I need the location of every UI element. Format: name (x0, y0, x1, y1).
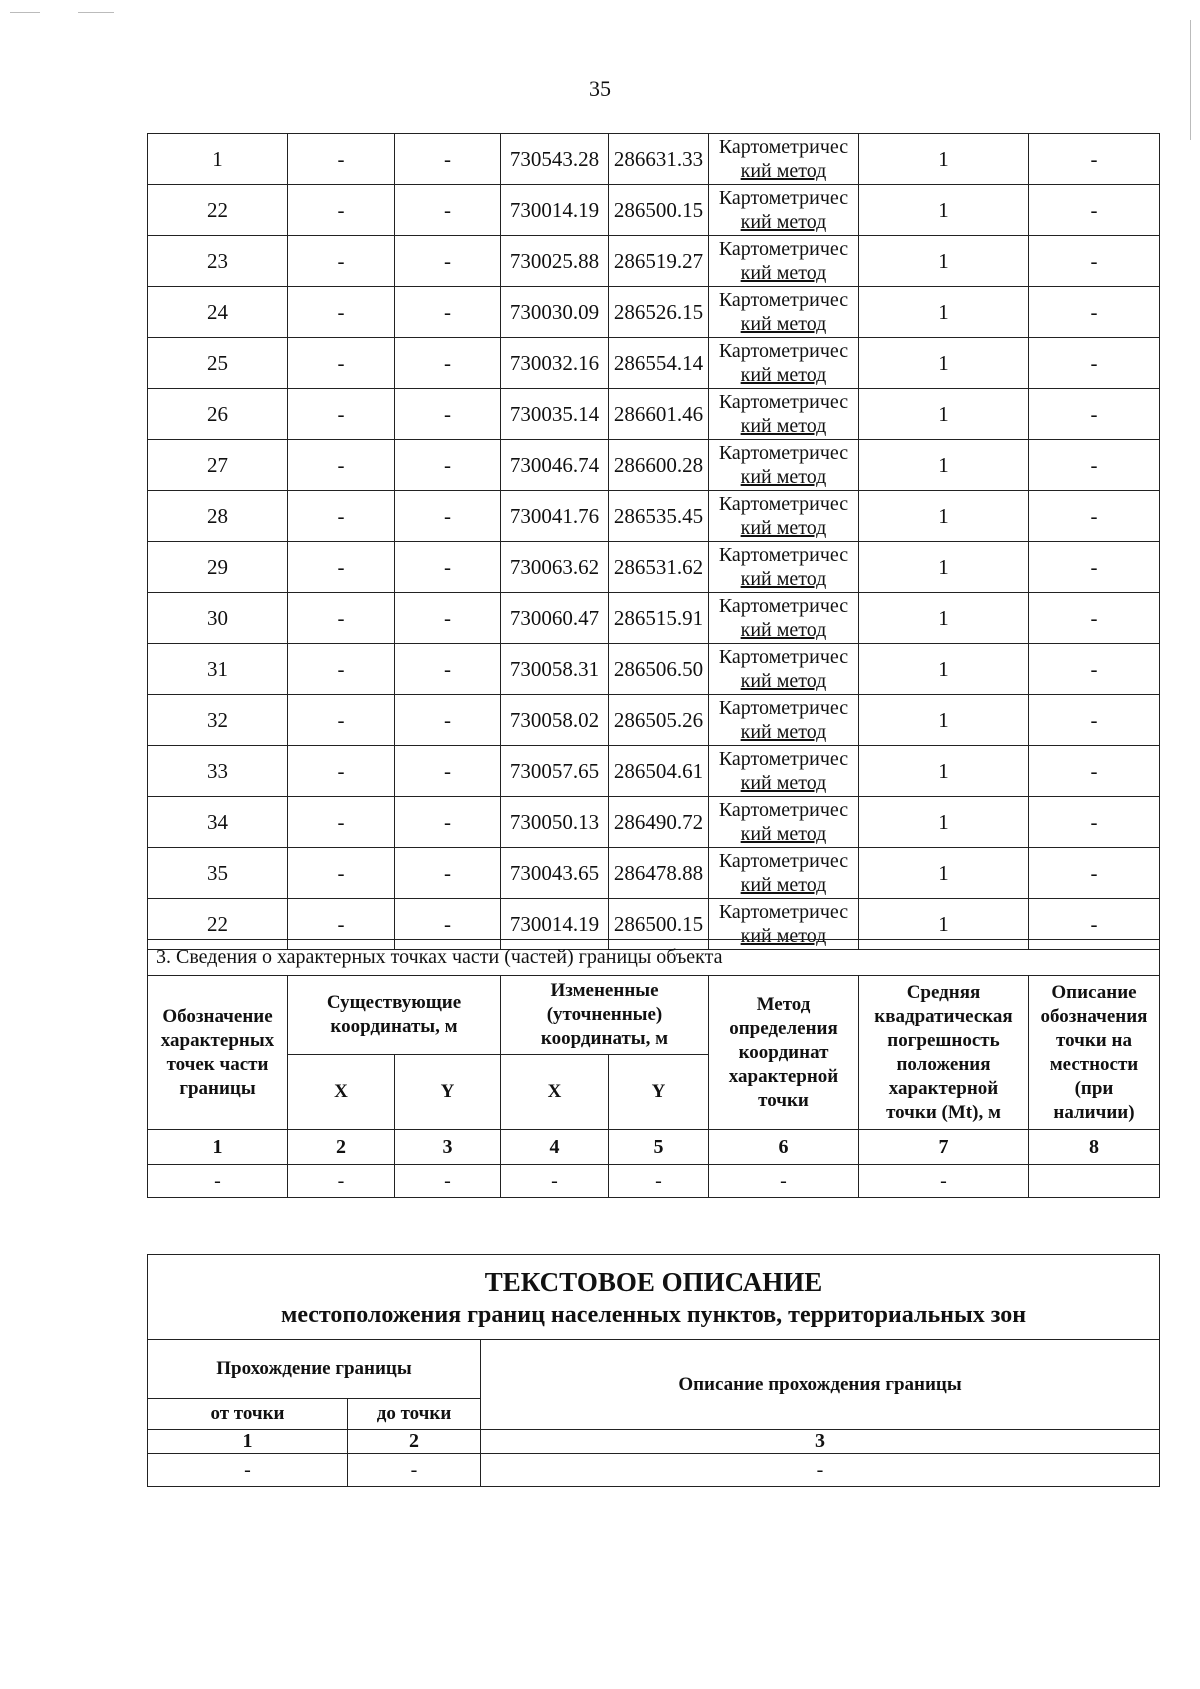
cell-ex-x: - (288, 695, 395, 746)
cell-point: 22 (148, 185, 288, 236)
header-changed-x: X (501, 1055, 609, 1130)
table-row (148, 695, 1160, 746)
cell-y: 286490.72 (609, 797, 709, 848)
text-description-table (147, 1254, 1160, 1487)
table-row (148, 746, 1160, 797)
table-row (148, 491, 1160, 542)
cell-ex-y: - (395, 593, 501, 644)
cell-accuracy: 1 (859, 491, 1029, 542)
cell-accuracy: 1 (859, 389, 1029, 440)
cell-y: 286500.15 (609, 185, 709, 236)
cell-method: Картометричес кий метод (709, 287, 859, 338)
cell-method: Картометричес кий метод (709, 542, 859, 593)
cell-ex-y: - (395, 236, 501, 287)
cell-accuracy: 1 (859, 338, 1029, 389)
header-existing-coordinates: Существующие координаты, м (288, 976, 501, 1055)
cell-point: 33 (148, 746, 288, 797)
cell-ex-x: - (288, 287, 395, 338)
table-row (148, 185, 1160, 236)
cell-y: 286504.61 (609, 746, 709, 797)
cell-point: 29 (148, 542, 288, 593)
cell-method: Картометричес кий метод (709, 593, 859, 644)
header-method: Метод определения координат характерной точки (709, 976, 859, 1130)
cell-ex-y: - (395, 797, 501, 848)
header-changed-coordinates: Измененные (уточненные) координаты, м (501, 976, 709, 1055)
cell-description: - (1029, 899, 1160, 950)
cell-method: Картометричес кий метод (709, 797, 859, 848)
cell-accuracy: 1 (859, 797, 1029, 848)
cell-description: - (1029, 848, 1160, 899)
cell-ex-y: - (395, 185, 501, 236)
table-row (148, 236, 1160, 287)
cell-accuracy: 1 (859, 593, 1029, 644)
cell-x: 730046.74 (501, 440, 609, 491)
table-row (148, 287, 1160, 338)
header-designation: Обозначение характерных точек части границы (148, 976, 288, 1130)
table-row (148, 797, 1160, 848)
cell-point: 31 (148, 644, 288, 695)
cell-ex-y: - (395, 491, 501, 542)
cell-x: 730043.65 (501, 848, 609, 899)
cell-point: 35 (148, 848, 288, 899)
cell-accuracy: 1 (859, 644, 1029, 695)
cell-method: Картометричес кий метод (709, 848, 859, 899)
cell-description: - (1029, 287, 1160, 338)
column-number-row: 1 2 3 (148, 1430, 1160, 1454)
column-number-row: 1 2 3 4 5 6 7 8 (148, 1130, 1160, 1165)
cell-accuracy: 1 (859, 899, 1029, 950)
table-row (148, 593, 1160, 644)
header-description: Описание обозначения точки на местности (при наличии) (1029, 976, 1160, 1130)
cell-ex-x: - (288, 797, 395, 848)
table-row (148, 644, 1160, 695)
header-from-point: от точки (148, 1399, 348, 1430)
cell-method: Картометричес кий метод (709, 134, 859, 185)
header-passage: Прохождение границы (148, 1340, 481, 1399)
scan-artifact (78, 12, 114, 13)
cell-point: 1 (148, 134, 288, 185)
header-changed-y: Y (609, 1055, 709, 1130)
cell-x: 730014.19 (501, 185, 609, 236)
cell-ex-y: - (395, 287, 501, 338)
cell-ex-x: - (288, 593, 395, 644)
scan-artifact (1190, 20, 1191, 140)
cell-ex-x: - (288, 236, 395, 287)
cell-description: - (1029, 440, 1160, 491)
cell-ex-x: - (288, 848, 395, 899)
header-passage-description: Описание прохождения границы (481, 1340, 1160, 1430)
cell-y: 286519.27 (609, 236, 709, 287)
cell-accuracy: 1 (859, 695, 1029, 746)
cell-accuracy: 1 (859, 185, 1029, 236)
cell-y: 286531.62 (609, 542, 709, 593)
coordinates-table-body (148, 134, 1160, 950)
cell-ex-x: - (288, 338, 395, 389)
cell-ex-x: - (288, 389, 395, 440)
cell-description: - (1029, 746, 1160, 797)
document-subtitle: местоположения границ населенных пунктов, территориальных зон (280, 1302, 1027, 1328)
cell-ex-x: - (288, 185, 395, 236)
coordinates-table (147, 133, 1160, 950)
cell-description: - (1029, 644, 1160, 695)
header-existing-x: X (288, 1055, 395, 1130)
cell-method: Картометричес кий метод (709, 899, 859, 950)
cell-point: 30 (148, 593, 288, 644)
cell-point: 32 (148, 695, 288, 746)
cell-description: - (1029, 542, 1160, 593)
header-to-point: до точки (348, 1399, 481, 1430)
cell-y: 286600.28 (609, 440, 709, 491)
cell-description: - (1029, 134, 1160, 185)
cell-description: - (1029, 797, 1160, 848)
document-title: ТЕКСТОВОЕ ОПИСАНИЕ (484, 1267, 823, 1297)
cell-ex-y: - (395, 695, 501, 746)
cell-method: Картометричес кий метод (709, 491, 859, 542)
cell-method: Картометричес кий метод (709, 338, 859, 389)
cell-description: - (1029, 491, 1160, 542)
cell-method: Картометричес кий метод (709, 440, 859, 491)
cell-point: 25 (148, 338, 288, 389)
cell-ex-x: - (288, 644, 395, 695)
cell-y: 286554.14 (609, 338, 709, 389)
cell-x: 730063.62 (501, 542, 609, 593)
cell-accuracy: 1 (859, 440, 1029, 491)
cell-x: 730041.76 (501, 491, 609, 542)
cell-method: Картометричес кий метод (709, 644, 859, 695)
cell-accuracy: 1 (859, 746, 1029, 797)
cell-point: 28 (148, 491, 288, 542)
cell-ex-x: - (288, 440, 395, 491)
cell-ex-y: - (395, 746, 501, 797)
table-row (148, 542, 1160, 593)
cell-accuracy: 1 (859, 542, 1029, 593)
cell-x: 730058.02 (501, 695, 609, 746)
cell-ex-y: - (395, 338, 501, 389)
table-row: - - - - - - - (148, 1165, 1160, 1198)
cell-y: 286631.33 (609, 134, 709, 185)
cell-x: 730060.47 (501, 593, 609, 644)
table-row (148, 848, 1160, 899)
cell-description: - (1029, 695, 1160, 746)
cell-x: 730025.88 (501, 236, 609, 287)
cell-ex-y: - (395, 440, 501, 491)
cell-y: 286526.15 (609, 287, 709, 338)
cell-method: Картометричес кий метод (709, 695, 859, 746)
scan-artifact (10, 12, 40, 13)
cell-x: 730050.13 (501, 797, 609, 848)
cell-y: 286601.46 (609, 389, 709, 440)
cell-y: 286535.45 (609, 491, 709, 542)
cell-method: Картометричес кий метод (709, 236, 859, 287)
cell-ex-x: - (288, 491, 395, 542)
cell-ex-y: - (395, 848, 501, 899)
table-row: - - - (148, 1454, 1160, 1487)
cell-x: 730030.09 (501, 287, 609, 338)
table-row (148, 440, 1160, 491)
cell-x: 730058.31 (501, 644, 609, 695)
cell-ex-x: - (288, 134, 395, 185)
cell-y: 286500.15 (609, 899, 709, 950)
cell-point: 34 (148, 797, 288, 848)
cell-description: - (1029, 593, 1160, 644)
page-number: 35 (589, 76, 611, 101)
cell-accuracy: 1 (859, 287, 1029, 338)
cell-y: 286515.91 (609, 593, 709, 644)
table-row (148, 134, 1160, 185)
cell-x: 730032.16 (501, 338, 609, 389)
cell-method: Картометричес кий метод (709, 746, 859, 797)
cell-point: 23 (148, 236, 288, 287)
cell-accuracy: 1 (859, 848, 1029, 899)
cell-x: 730543.28 (501, 134, 609, 185)
cell-ex-y: - (395, 899, 501, 950)
cell-point: 22 (148, 899, 288, 950)
cell-description: - (1029, 236, 1160, 287)
cell-ex-x: - (288, 746, 395, 797)
cell-accuracy: 1 (859, 134, 1029, 185)
cell-point: 27 (148, 440, 288, 491)
cell-ex-y: - (395, 542, 501, 593)
cell-y: 286506.50 (609, 644, 709, 695)
cell-description: - (1029, 389, 1160, 440)
table-row (148, 389, 1160, 440)
section-3-title: 3. Сведения о характерных точках части (частей) границы объекта (148, 940, 1160, 976)
cell-accuracy: 1 (859, 236, 1029, 287)
cell-ex-x: - (288, 899, 395, 950)
cell-ex-y: - (395, 389, 501, 440)
cell-x: 730057.65 (501, 746, 609, 797)
cell-ex-y: - (395, 644, 501, 695)
header-existing-y: Y (395, 1055, 501, 1130)
part-points-table (147, 939, 1160, 1198)
cell-ex-x: - (288, 542, 395, 593)
cell-x: 730014.19 (501, 899, 609, 950)
cell-point: 26 (148, 389, 288, 440)
cell-description: - (1029, 185, 1160, 236)
cell-point: 24 (148, 287, 288, 338)
cell-description: - (1029, 338, 1160, 389)
cell-x: 730035.14 (501, 389, 609, 440)
cell-method: Картометричес кий метод (709, 185, 859, 236)
table-row (148, 338, 1160, 389)
cell-y: 286505.26 (609, 695, 709, 746)
header-accuracy: Средняя квадратическая погрешность положения характерной точки (Mt), м (859, 976, 1029, 1130)
text-description-title-cell (148, 1255, 1160, 1340)
cell-y: 286478.88 (609, 848, 709, 899)
cell-method: Картометричес кий метод (709, 389, 859, 440)
cell-ex-y: - (395, 134, 501, 185)
